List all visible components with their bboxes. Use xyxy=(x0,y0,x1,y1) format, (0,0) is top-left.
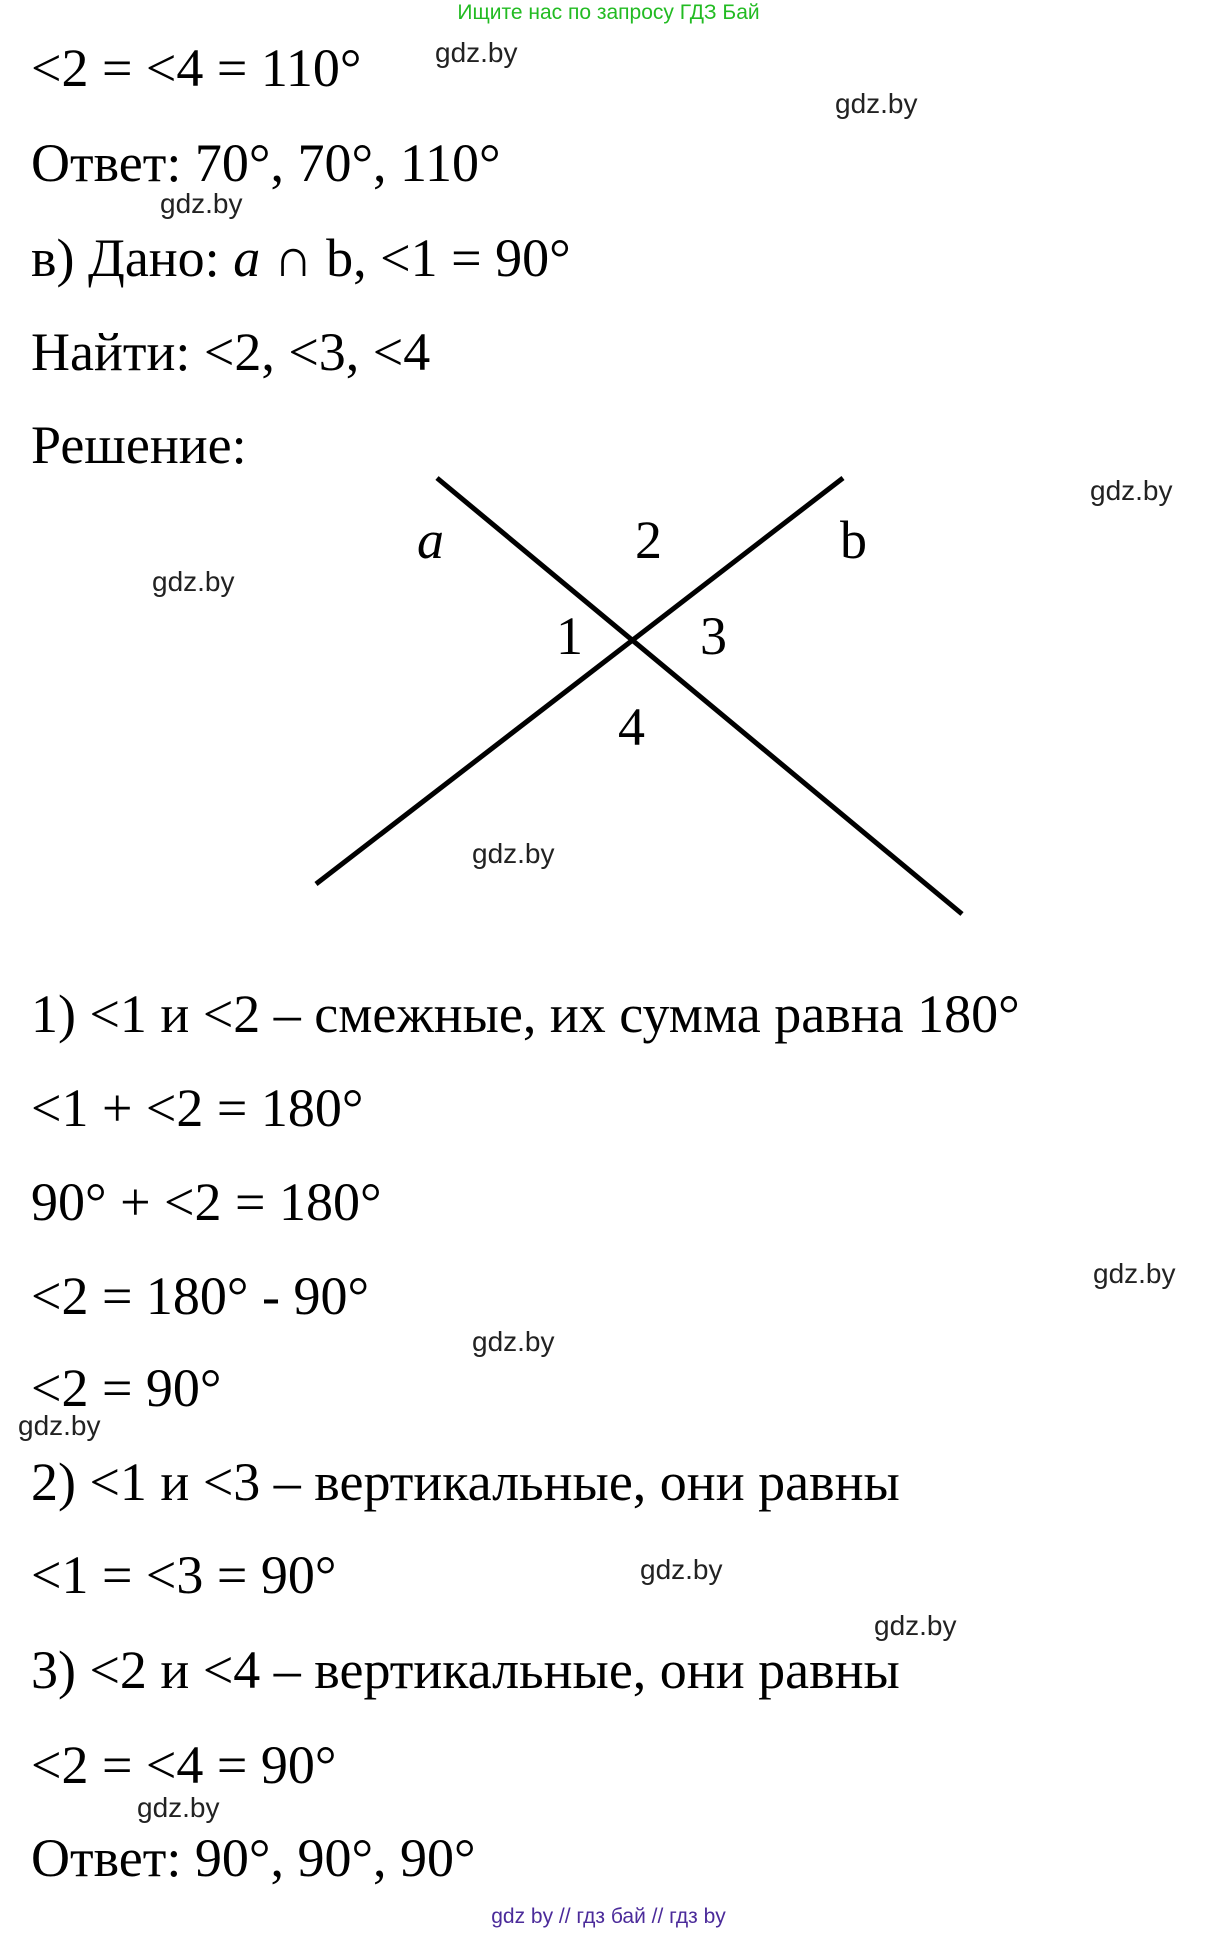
footer-links[interactable]: gdz by // гдз бай // гдз by xyxy=(491,1905,726,1928)
label-angle-3: 3 xyxy=(700,606,727,666)
step-2-line: 2) <1 и <3 – вертикальные, они равны xyxy=(31,1452,900,1512)
step-1-line: 1) <1 и <2 – смежные, их сумма равна 180° xyxy=(31,984,1020,1044)
watermark: gdz.by xyxy=(160,188,243,219)
answer-line-1: Ответ: 70°, 70°, 110° xyxy=(31,133,501,193)
line-b xyxy=(316,478,843,884)
step-1-subtraction: <2 = 180° - 90° xyxy=(31,1266,370,1326)
find-line: Найти: <2, <3, <4 xyxy=(31,322,431,382)
watermark: gdz.by xyxy=(472,1326,555,1357)
watermark: gdz.by xyxy=(152,566,235,597)
watermark: gdz.by xyxy=(1093,1258,1176,1289)
search-hint-link[interactable]: Ищите нас по запросу ГДЗ Бай xyxy=(457,1,760,24)
answer-line-2: Ответ: 90°, 90°, 90° xyxy=(31,1828,476,1888)
watermark: gdz.by xyxy=(1090,475,1173,506)
watermark: gdz.by xyxy=(874,1610,957,1641)
step-2-result: <1 = <3 = 90° xyxy=(31,1545,337,1605)
step-1-equation: <1 + <2 = 180° xyxy=(31,1078,364,1138)
watermark: gdz.by xyxy=(835,88,918,119)
label-angle-4: 4 xyxy=(618,697,645,757)
step-1-result: <2 = 90° xyxy=(31,1358,222,1418)
given-var-a: a xyxy=(233,228,261,288)
label-angle-2: 2 xyxy=(635,510,662,570)
watermark: gdz.by xyxy=(137,1792,220,1823)
label-angle-1: 1 xyxy=(556,606,583,666)
given-prefix: в) Дано: xyxy=(31,228,234,288)
solution-heading: Решение: xyxy=(31,415,247,475)
watermark: gdz.by xyxy=(640,1554,723,1585)
result-line-angles-2-4: <2 = <4 = 110° xyxy=(31,38,362,98)
label-line-b: b xyxy=(840,510,867,570)
step-3-result: <2 = <4 = 90° xyxy=(31,1735,337,1795)
watermark: gdz.by xyxy=(18,1410,101,1441)
intersecting-lines-figure xyxy=(0,0,1217,940)
step-3-line: 3) <2 и <4 – вертикальные, они равны xyxy=(31,1640,900,1700)
watermark: gdz.by xyxy=(472,838,555,869)
label-line-a: a xyxy=(417,510,444,570)
watermark: gdz.by xyxy=(435,37,518,68)
given-rest: ∩ b, <1 = 90° xyxy=(260,228,571,288)
step-1-substitution: 90° + <2 = 180° xyxy=(31,1172,382,1232)
